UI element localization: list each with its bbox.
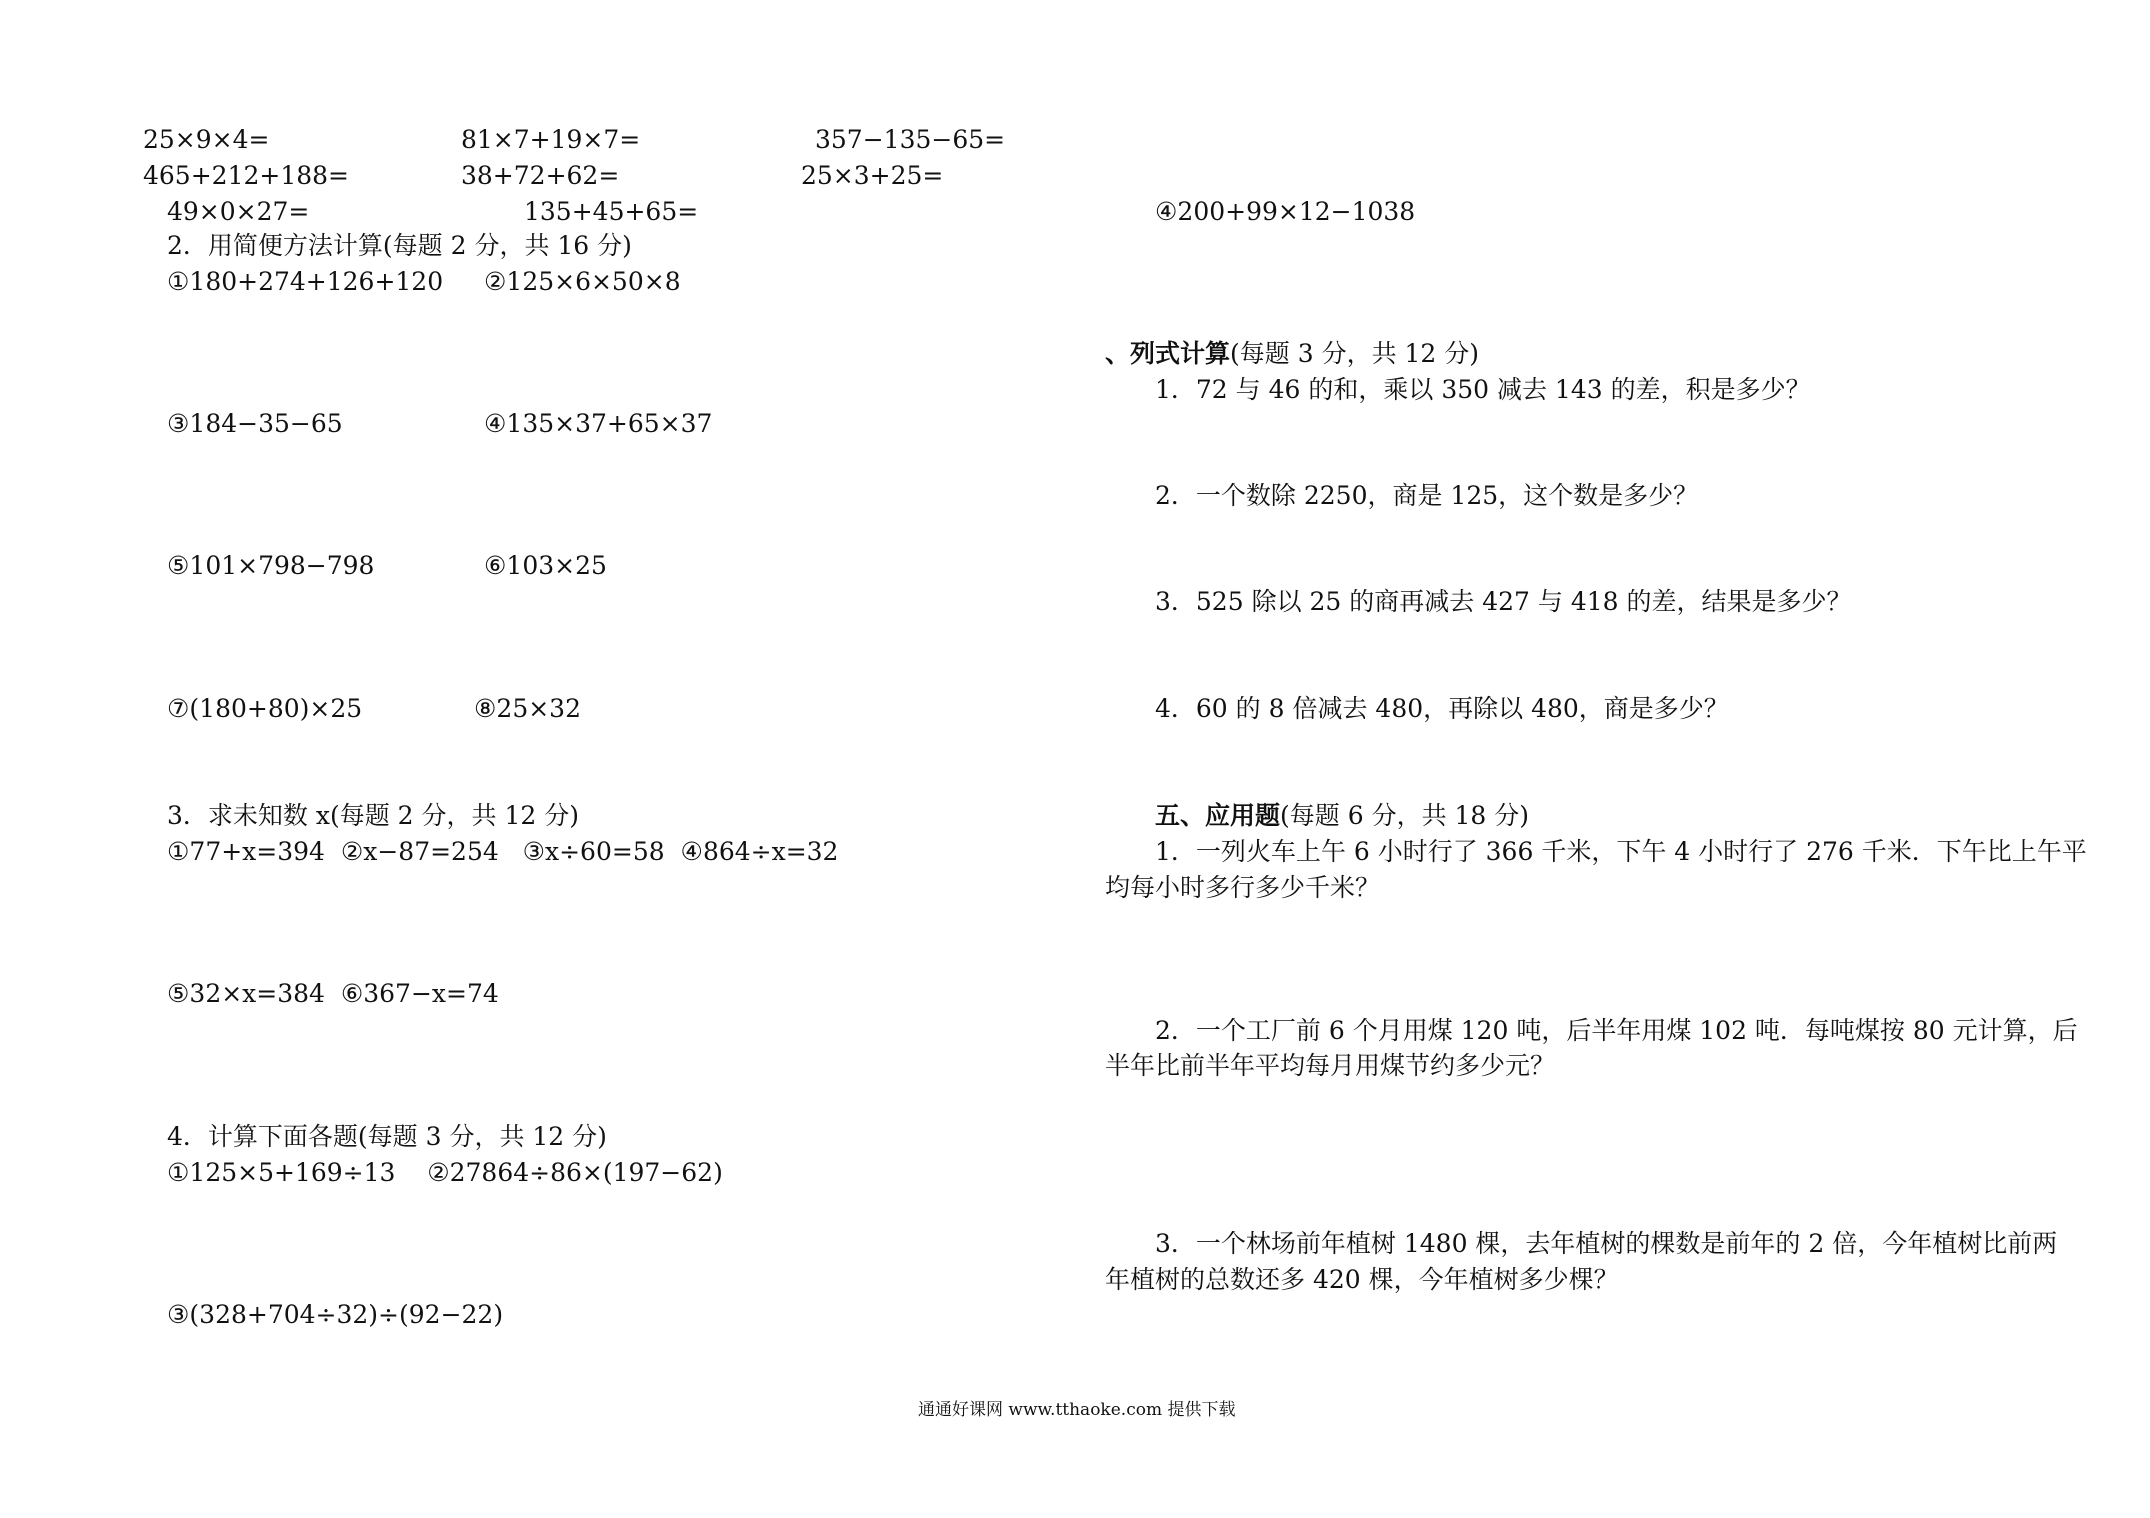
calc-2-2: 38+72+62=	[461, 161, 620, 190]
sec2-item-7: ⑦(180+80)×25	[167, 694, 363, 723]
sec3-line-2: ⑤32×x=384 ⑥367−x=74	[167, 979, 499, 1008]
list-q1: 1．72 与 46 的和，乘以 350 减去 143 的差，积是多少？	[1155, 375, 1811, 404]
sec5-q2-line-2: 半年比前半年平均每月用煤节约多少元？	[1105, 1051, 1556, 1080]
sec5-q3-line-1: 3．一个林场前年植树 1480 棵，去年植树的棵数是前年的 2 倍，今年植树比前两	[1155, 1229, 2058, 1258]
sec3-line-1: ①77+x=394 ②x−87=254 ③x÷60=58 ④864÷x=32	[167, 837, 839, 866]
calc-2-3: 25×3+25=	[801, 161, 944, 190]
sec4-line-2: ③(328+704÷32)÷(92−22)	[167, 1300, 504, 1329]
sec5-q1-line-1: 1．一列火车上午 6 小时行了 366 千米，下午 4 小时行了 276 千米．下午比上午平	[1155, 837, 2087, 866]
section-list-title-bold: 、列式计算	[1105, 339, 1231, 368]
sec5-q3-line-2: 年植树的总数还多 420 棵，今年植树多少棵？	[1105, 1265, 1619, 1294]
section-2-title: 2．用简便方法计算(每题 2 分，共 16 分)	[167, 231, 632, 260]
sec4-line-1: ①125×5+169÷13 ②27864÷86×(197−62)	[167, 1158, 723, 1187]
sec2-item-5: ⑤101×798−798	[167, 551, 375, 580]
calc-2-1: 465+212+188=	[143, 161, 349, 190]
footer-text: 通通好课网 www.tthaoke.com 提供下载	[918, 1400, 1236, 1420]
sec2-item-3: ③184−35−65	[167, 409, 343, 438]
list-q4: 4．60 的 8 倍减去 480，再除以 480，商是多少？	[1155, 694, 1729, 723]
sec2-item-4: ④135×37+65×37	[484, 409, 713, 438]
sec2-item-8: ⑧25×32	[474, 694, 581, 723]
sec2-item-6: ⑥103×25	[484, 551, 607, 580]
section-list-title-rest: (每题 3 分，共 12 分)	[1230, 339, 1480, 368]
calc-1-3: 357−135−65=	[815, 125, 1006, 154]
sec2-item-1: ①180+274+126+120	[167, 267, 444, 296]
section-5-title	[1155, 801, 1529, 831]
section-4-title: 4．计算下面各题(每题 3 分，共 12 分)	[167, 1122, 607, 1151]
right-item-4: ④200+99×12−1038	[1155, 197, 1416, 226]
section-list-title	[1105, 339, 1479, 369]
calc-1-1: 25×9×4=	[143, 125, 270, 154]
section-5-title-rest: (每题 6 分，共 18 分)	[1280, 801, 1530, 830]
list-q3: 3．525 除以 25 的商再减去 427 与 418 的差，结果是多少？	[1155, 587, 1852, 616]
list-q2: 2．一个数除 2250，商是 125，这个数是多少？	[1155, 481, 1699, 510]
sec2-item-2: ②125×6×50×8	[484, 267, 681, 296]
sec5-q2-line-1: 2．一个工厂前 6 个月用煤 120 吨，后半年用煤 102 吨．每吨煤按 80 元计算，后	[1155, 1016, 2078, 1045]
calc-3-2: 135+45+65=	[524, 197, 699, 226]
sec5-q1-line-2: 均每小时多行多少千米？	[1105, 873, 1381, 902]
section-5-title-bold: 五、应用题	[1155, 801, 1281, 830]
calc-1-2: 81×7+19×7=	[461, 125, 641, 154]
calc-3-1: 49×0×27=	[167, 197, 310, 226]
section-3-title: 3．求未知数 x(每题 2 分，共 12 分)	[167, 801, 579, 830]
